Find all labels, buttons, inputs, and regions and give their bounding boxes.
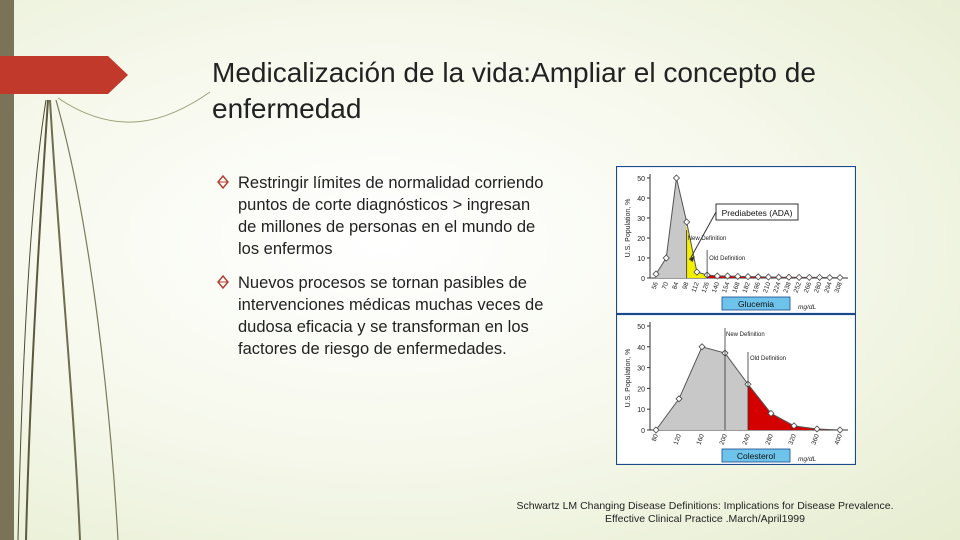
citation	[500, 500, 910, 526]
x-axis-label: Colesterol	[736, 451, 776, 461]
y-tick-label: 50	[637, 176, 645, 183]
diamond-outline-icon	[216, 173, 238, 193]
x-axis-label: Glucemia	[738, 299, 774, 309]
y-tick-label: 0	[641, 428, 645, 435]
diamond-outline-icon	[216, 273, 238, 293]
bullet-item	[216, 272, 546, 360]
x-unit-label: mg/dL	[798, 456, 817, 463]
y-tick-label: 10	[637, 256, 645, 263]
y-tick-label: 20	[637, 386, 645, 394]
bullet-item	[216, 172, 546, 260]
citation-line-1: Schwartz LM Changing Disease Definitions: Implications for Disease Prevalence.	[516, 500, 894, 512]
x-tick-label: 238	[782, 281, 793, 294]
x-tick-label: 210	[762, 281, 773, 294]
x-tick-label: 266	[802, 281, 814, 294]
y-tick-label: 30	[637, 365, 645, 373]
prediabetes-label: Prediabetes (ADA)	[721, 208, 793, 218]
bullet-text: Nuevos procesos se tornan pasibles de intervenciones médicas muchas veces de dudosa eficacia y se transforman en los factores de riesgo de enfermedades.	[238, 274, 544, 358]
new-definition-label: New Definition	[726, 332, 765, 338]
x-tick-label: 280	[764, 433, 775, 446]
old-definition-label: Old Definition	[709, 256, 746, 262]
new-definition-label: New Definition	[687, 236, 727, 242]
x-tick-label: 308	[833, 281, 844, 294]
bullet-list	[216, 172, 546, 372]
x-tick-label: 400	[833, 433, 844, 446]
y-tick-label: 10	[637, 407, 645, 415]
title-accent-tab	[0, 56, 128, 94]
x-tick-label: 98	[681, 281, 691, 291]
y-axis-label: U.S. Population, %	[625, 348, 632, 408]
x-tick-label: 140	[710, 281, 722, 294]
y-tick-label: 50	[637, 324, 645, 331]
y-tick-label: 30	[637, 216, 645, 223]
old-definition-label: Old Definition	[750, 356, 787, 362]
x-tick-label: 224	[772, 281, 783, 294]
x-tick-label: 126	[700, 281, 711, 294]
figure-panel	[616, 166, 856, 465]
x-tick-label: 252	[792, 281, 803, 294]
x-tick-label: 168	[731, 281, 742, 294]
y-tick-label: 40	[637, 196, 645, 203]
citation-line-2: Effective Clinical Practice .March/April1999	[605, 513, 805, 525]
x-tick-label: 200	[718, 433, 729, 446]
y-tick-label: 40	[637, 344, 645, 352]
y-axis-label: U.S. Population, %	[625, 198, 632, 258]
x-tick-label: 360	[810, 433, 821, 446]
x-unit-label: mg/dL	[798, 304, 817, 311]
x-tick-label: 154	[721, 281, 732, 294]
x-tick-label: 56	[650, 281, 660, 291]
x-tick-label: 84	[671, 281, 681, 291]
charts-figure	[616, 166, 856, 465]
x-tick-label: 70	[661, 281, 671, 291]
x-tick-label: 240	[741, 433, 752, 446]
slide-title: Medicalización de la vida:Ampliar el concepto de enfermedad	[212, 57, 816, 124]
x-tick-label: 120	[672, 433, 683, 446]
bullet-text: Restringir límites de normalidad corriendo puntos de corte diagnósticos > ingresan de millones de personas en el mundo de los enfermos	[238, 174, 544, 258]
x-tick-label: 182	[741, 281, 752, 294]
y-tick-label: 20	[637, 236, 645, 243]
x-tick-label: 160	[695, 433, 706, 446]
x-tick-label: 294	[823, 281, 834, 294]
x-tick-label: 196	[751, 281, 763, 294]
x-tick-label: 280	[813, 281, 824, 294]
y-tick-label: 0	[641, 276, 645, 283]
x-tick-label: 80	[650, 433, 660, 443]
x-tick-label: 112	[690, 281, 701, 294]
x-tick-label: 320	[787, 433, 798, 446]
